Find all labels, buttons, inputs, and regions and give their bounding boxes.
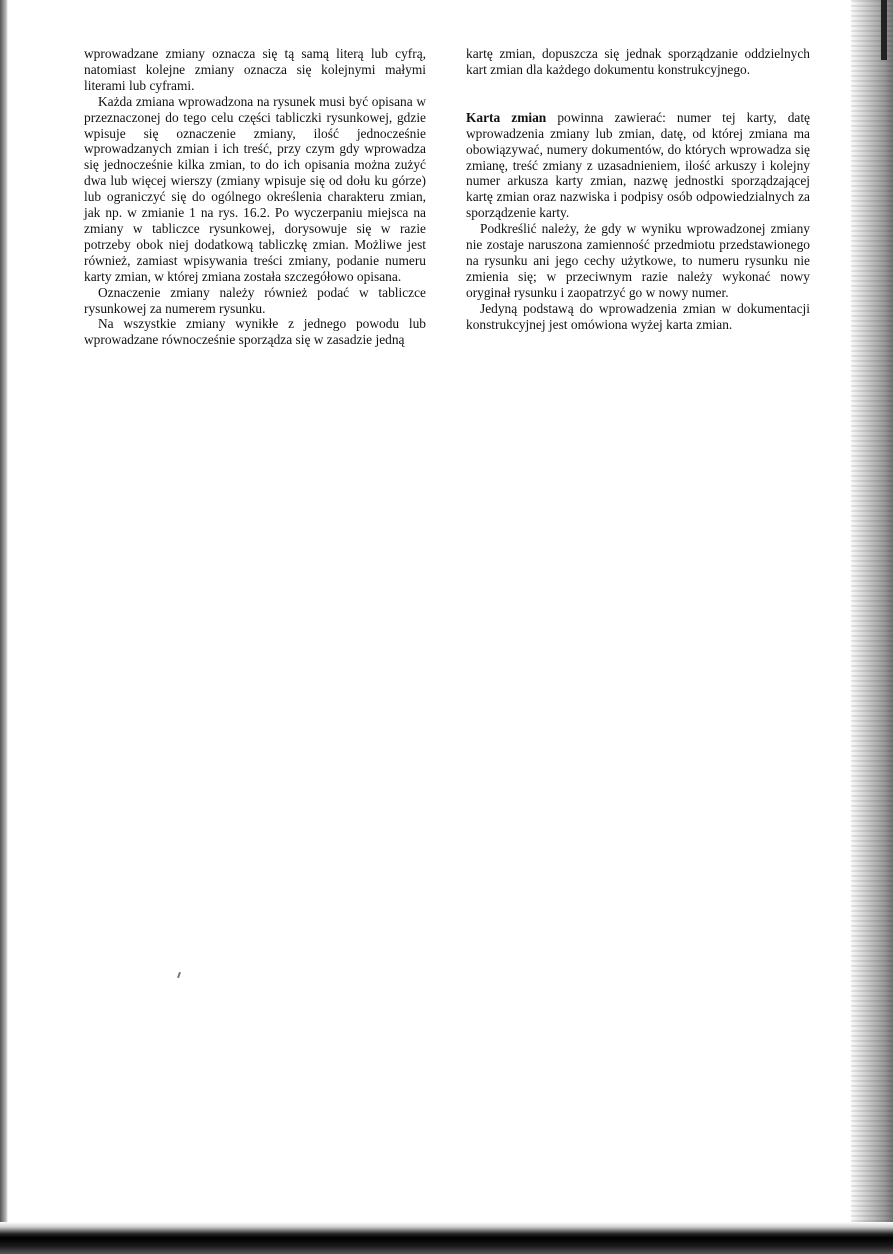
karta-zmian-term: Karta zmian (466, 109, 547, 125)
right-continuation: kartę zmian, dopuszcza się jednak sporządzanie oddzielnych kart zmian dla każdego dokumentu konstrukcyjnego. (466, 46, 810, 77)
scan-right-edge (851, 0, 893, 1254)
left-column (84, 46, 426, 348)
karta-zmian-text: powinna zawierać: numer tej karty, datę wprowadzenia zmiany lub zmian, datę, od której zmiana ma obowiązywać, numery dokumentów, do których wprowadza się zmianę, treść zmiany z uzasadnieniem, ilość arkuszy i kolejny numer arkusza karty zmian, nazwę jednostki sporządzającej kartę zmian oraz nazwiska i podpisy osób odpowiedzialnych za sporządzenie karty. (466, 109, 810, 221)
right-paragraph-2: Podkreślić należy, że gdy w wyniku wprowadzonej zmiany nie zostaje naruszona zamienność przedmiotu przedstawionego na rysunku ani jego cechy użytkowe, to numeru rysunku nie zmienia się; w przeciwnym razie należy wykonać nowy oryginał rysunku i zaopatrzyć go w nowy numer. (466, 221, 810, 300)
karta-zmian-paragraph (466, 110, 810, 221)
left-paragraph-1: wprowadzane zmiany oznacza się tą samą literą lub cyfrą, natomiast kolejne zmiany oznacza się kolejnymi małymi literami lub cyframi. (84, 46, 426, 93)
right-column (466, 46, 810, 333)
right-paragraph-3: Jedyną podstawą do wprowadzenia zmian w dokumentacji konstrukcyjnej jest omówiona wyżej karta zmian. (466, 300, 810, 332)
scan-bottom-edge (0, 1222, 893, 1254)
scan-left-edge (0, 0, 8, 1254)
left-paragraph-4: Na wszystkie zmiany wynikłe z jednego powodu lub wprowadzane równocześnie sporządza się w zasadzie jedną (84, 316, 426, 348)
left-paragraph-3: Oznaczenie zmiany należy również podać w tabliczce rysunkowej za numerem rysunku. (84, 284, 426, 316)
scan-speck (177, 972, 181, 978)
left-paragraph-2: Każda zmiana wprowadzona na rysunek musi być opisana w przeznaczonej do tego celu części tabliczki rysunkowej, gdzie wpisuje się oznaczenie zmiany, ilość jednocześnie wprowadzanych zmian i ich treść, przy czym gdy wprowadza się jednocześnie kilka zmian, to do ich opisania można zużyć dwa lub więcej wierszy (zmiany wpisuje się od dołu ku górze) lub ograniczyć się do ogólnego określenia charakteru zmian, jak np. w zmianie 1 na rys. 16.2. Po wyczerpaniu miejsca na zmiany w tabliczce rysunkowej, dorysowuje się w razie potrzeby obok niej dodatkową tabliczkę zmian. Możliwe jest również, zamiast wpisywania treści zmiany, podanie numeru karty zmian, w której zmiana została szczegółowo opisana. (84, 93, 426, 284)
